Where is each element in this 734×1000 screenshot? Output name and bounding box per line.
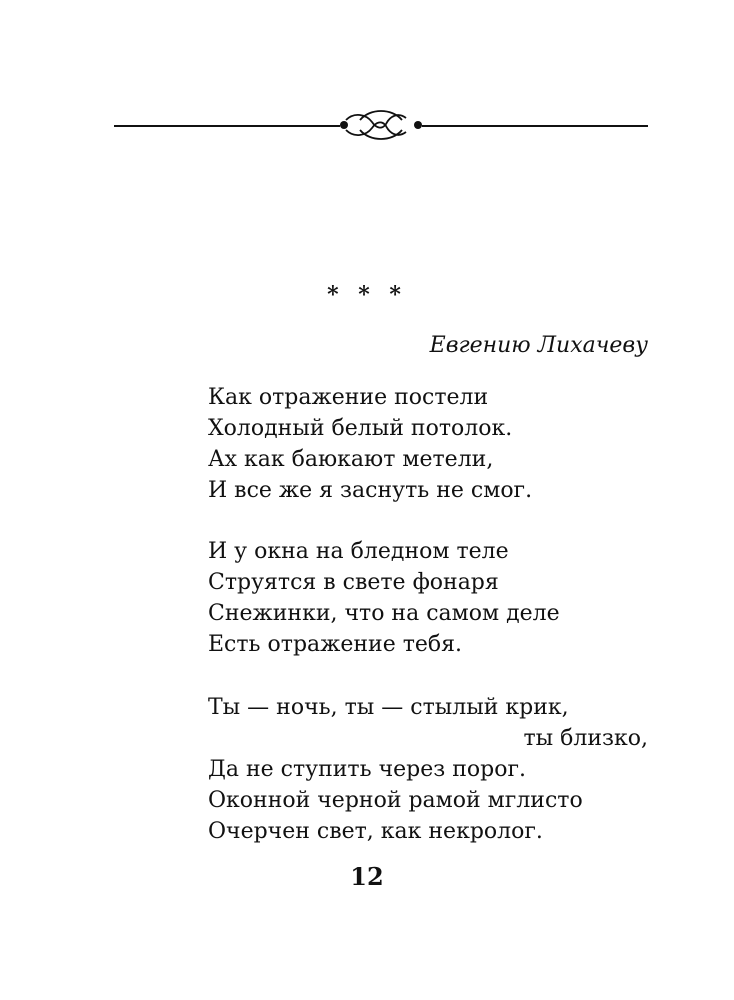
- flourish-dot-right: [414, 121, 422, 129]
- poem-line: Очерчен свет, как некролог.: [208, 819, 543, 844]
- poem-line: И все же я заснуть не смог.: [208, 478, 533, 503]
- poem-line-continuation: ты близко,: [523, 726, 648, 751]
- poem-line: Ты — ночь, ты — стылый крик,: [208, 695, 569, 720]
- poem-line: Да не ступить через порог.: [208, 757, 526, 782]
- flourish-divider-icon: [114, 100, 648, 140]
- stanza-2: [208, 536, 648, 660]
- stanza-3: [208, 692, 648, 847]
- stanza-1: [208, 382, 648, 506]
- page-number: 12: [350, 862, 384, 891]
- flourish-center: [346, 111, 406, 139]
- poem-line: Оконной черной рамой мглисто: [208, 788, 583, 813]
- section-asterisks: * * *: [327, 282, 407, 308]
- dedication: Евгению Лихачеву: [429, 333, 648, 358]
- poem-line: И у окна на бледном теле: [208, 539, 509, 564]
- poem-line: Ах как баюкают метели,: [208, 447, 494, 472]
- poem-line: Есть отражение тебя.: [208, 632, 463, 657]
- poem-line: Струятся в свете фонаря: [208, 570, 499, 595]
- poem-line: Холодный белый потолок.: [208, 416, 513, 441]
- poem-line: Как отражение постели: [208, 385, 489, 410]
- flourish-dot-left: [340, 121, 348, 129]
- poem-line: Снежинки, что на самом деле: [208, 601, 560, 626]
